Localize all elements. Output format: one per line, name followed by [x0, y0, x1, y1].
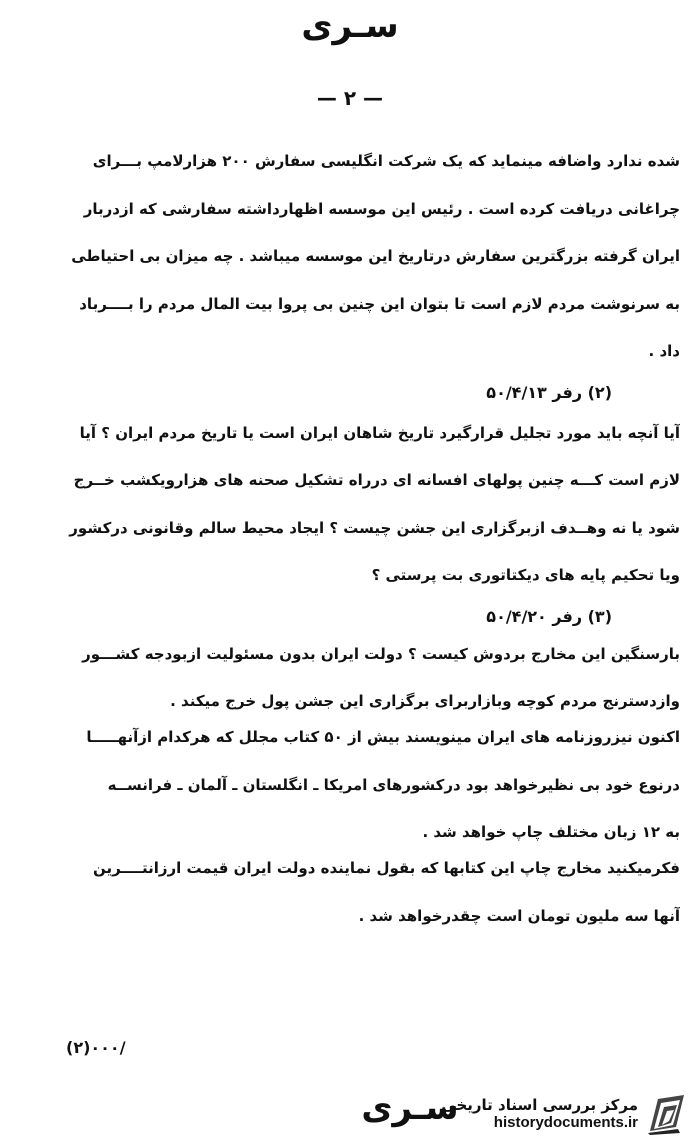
- text-line: آنها سه ملیون تومان است چقدرخواهد شد .: [358, 906, 680, 925]
- reference-number: (۲): [587, 382, 612, 402]
- watermark-url: historydocuments.ir: [493, 1114, 638, 1131]
- text-line: اکنون نیزروزنامه های ایران مینویسند بیش از ۵۰ کتاب مجلل که هرکدام ازآنهـــــا: [86, 728, 680, 746]
- text-line: آیا آنچه باید مورد تجلیل قرارگیرد تاریخ شاهان ایران است یا تاریخ مردم ایران ؟ آیا: [79, 423, 680, 442]
- watermark-link[interactable]: [420, 1088, 690, 1140]
- text-line: به سرنوشت مردم لازم است تا بتوان این چنین بی پروا بیت المال مردم را بــــرباد: [79, 294, 680, 313]
- watermark-title: مرکز بررسی اسناد تاریخی: [441, 1095, 638, 1114]
- text-line: ویا تحکیم پایه های دیکتاتوری بت پرستی ؟: [371, 566, 680, 584]
- book-pages-icon: [644, 1091, 690, 1137]
- text-line: داد .: [648, 342, 680, 360]
- reference-line-2: [18, 600, 680, 634]
- page-number: — ۲ —: [316, 86, 384, 110]
- text-line: بارسنگین این مخارج بردوش کیست ؟ دولت ایران بدون مسئولیت ازبودجه کشـــور: [82, 644, 680, 663]
- watermark-text: [441, 1097, 638, 1132]
- paragraph-2: [18, 410, 680, 600]
- text-line: شود یا نه وهــدف ازبرگزاری این جشن چیست ؟ ایجاد محیط سالم وقانونی درکشور: [69, 518, 680, 537]
- reference-date: ۵۰/۴/۲۰: [486, 606, 547, 626]
- reference-label: رفر: [552, 382, 583, 402]
- text-line: درنوع خود بی نظیرخواهد بود درکشورهای امریکا ـ انگلستان ـ آلمان ـ فرانســه: [107, 775, 680, 794]
- text-line: ایران گرفته بزرگترین سفارش درتاریخ این موسسه میباشد . چه میزان بی احتیاطی: [71, 247, 680, 265]
- text-line: چراغانی دریافت کرده است . رئیس این موسسه اظهارداشته سفارشی که ازدربار: [83, 199, 680, 218]
- footnote-reference: (۲)۰۰۰/: [66, 1038, 126, 1057]
- reference-label: رفر: [552, 606, 583, 626]
- classification-header: سـرى: [301, 6, 399, 46]
- text-line: وازدسترنج مردم کوچه وبازاربرای برگزاری این جشن پول خرج میکند .: [170, 692, 680, 710]
- paragraph-3: [18, 634, 680, 944]
- reference-date: ۵۰/۴/۱۳: [486, 382, 547, 402]
- reference-number: (۳): [587, 606, 612, 626]
- text-line: لازم است کـــه چنین پولهای افسانه ای درراه تشکیل صحنه های هزارویکشب خــرج: [73, 471, 680, 489]
- document-body: [18, 138, 680, 943]
- classification-footer-text: سـرى: [361, 1088, 459, 1128]
- text-line: فکرمیکنید مخارج چاپ این کتابها که بقول نماینده دولت ایران قیمت ارزانتــــرین: [93, 859, 680, 877]
- text-line: شده ندارد واضافه مینماید که یک شرکت انگلیسی سفارش ۲۰۰ هزارلامپ بـــرای: [92, 152, 680, 170]
- paragraph-1: [18, 138, 680, 376]
- reference-line-1: [18, 376, 680, 410]
- text-line: به ۱۲ زبان مختلف چاپ خواهد شد .: [422, 823, 680, 841]
